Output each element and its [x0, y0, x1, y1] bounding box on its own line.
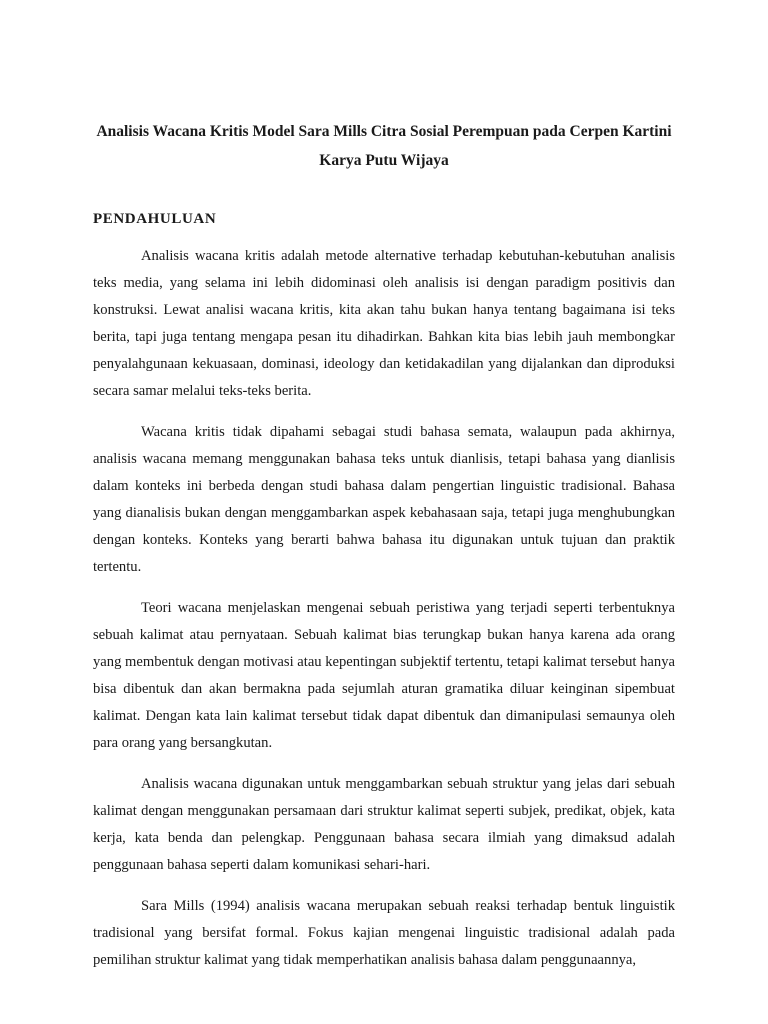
paragraph: Analisis wacana digunakan untuk menggambarkan sebuah struktur yang jelas dari sebuah kalimat dengan menggunakan persamaan dari struktur kalimat seperti subjek, predikat, objek, kata kerja, kata benda dan pelengkap. Penggunaan bahasa secara ilmiah yang dimaksud adalah penggunaan bahasa seperti dalam komunikasi sehari-hari. — [93, 776, 675, 873]
section-heading: PENDAHULUAN — [93, 211, 217, 227]
paragraph: Wacana kritis tidak dipahami sebagai studi bahasa semata, walaupun pada akhirnya, analisis wacana memang menggunakan bahasa teks untuk dianlisis, tetapi bahasa yang dianlisis dalam konteks ini berbeda dengan studi bahasa dalam pengertian linguistic tradisional. Bahasa yang dianalisis bukan dengan menggambarkan aspek kebahasaan saja, tetapi juga menghubungkan dengan konteks. Konteks yang berarti bahwa bahasa itu digunakan untuk tujuan dan praktik tertentu. — [93, 424, 675, 575]
body-text — [93, 243, 675, 988]
paragraph: Sara Mills (1994) analisis wacana merupakan sebuah reaksi terhadap bentuk linguistik tradisional yang bersifat formal. Fokus kajian mengenai linguistic tradisional adalah pada pemilihan struktur kalimat yang tidak memperhatikan analisis bahasa dalam penggunaannya, — [93, 898, 675, 968]
paragraph: Teori wacana menjelaskan mengenai sebuah peristiwa yang terjadi seperti terbentuknya sebuah kalimat atau pernyataan. Sebuah kalimat bias terungkap bukan hanya karena ada orang yang membentuk dengan motivasi atau kepentingan subjektif tertentu, tetapi kalimat tersebut hanya bisa dibentuk dan akan bermakna pada sejumlah aturan gramatika diluar keinginan sipembuat kalimat. Dengan kata lain kalimat tersebut tidak dapat dibentuk dan dimanipulasi semaunya oleh para orang yang bersangkutan. — [93, 600, 675, 751]
paragraph: Analisis wacana kritis adalah metode alternative terhadap kebutuhan-kebutuhan analisis teks media, yang selama ini lebih didominasi oleh analisis isi dengan paradigm positivis dan konstruksi. Lewat analisi wacana kritis, kita akan tahu bukan hanya tentang bagaimana isi teks berita, tapi juga tentang mengapa pesan itu dihadirkan. Bahkan kita bias lebih jauh membongkar penyalahgunaan kekuasaan, dominasi, ideology dan ketidakadilan yang dijalankan dan diproduksi secara samar melalui teks-teks berita. — [93, 248, 675, 399]
document-title: Analisis Wacana Kritis Model Sara Mills Citra Sosial Perempuan pada Cerpen Kartini Karya Putu Wijaya — [96, 123, 672, 169]
